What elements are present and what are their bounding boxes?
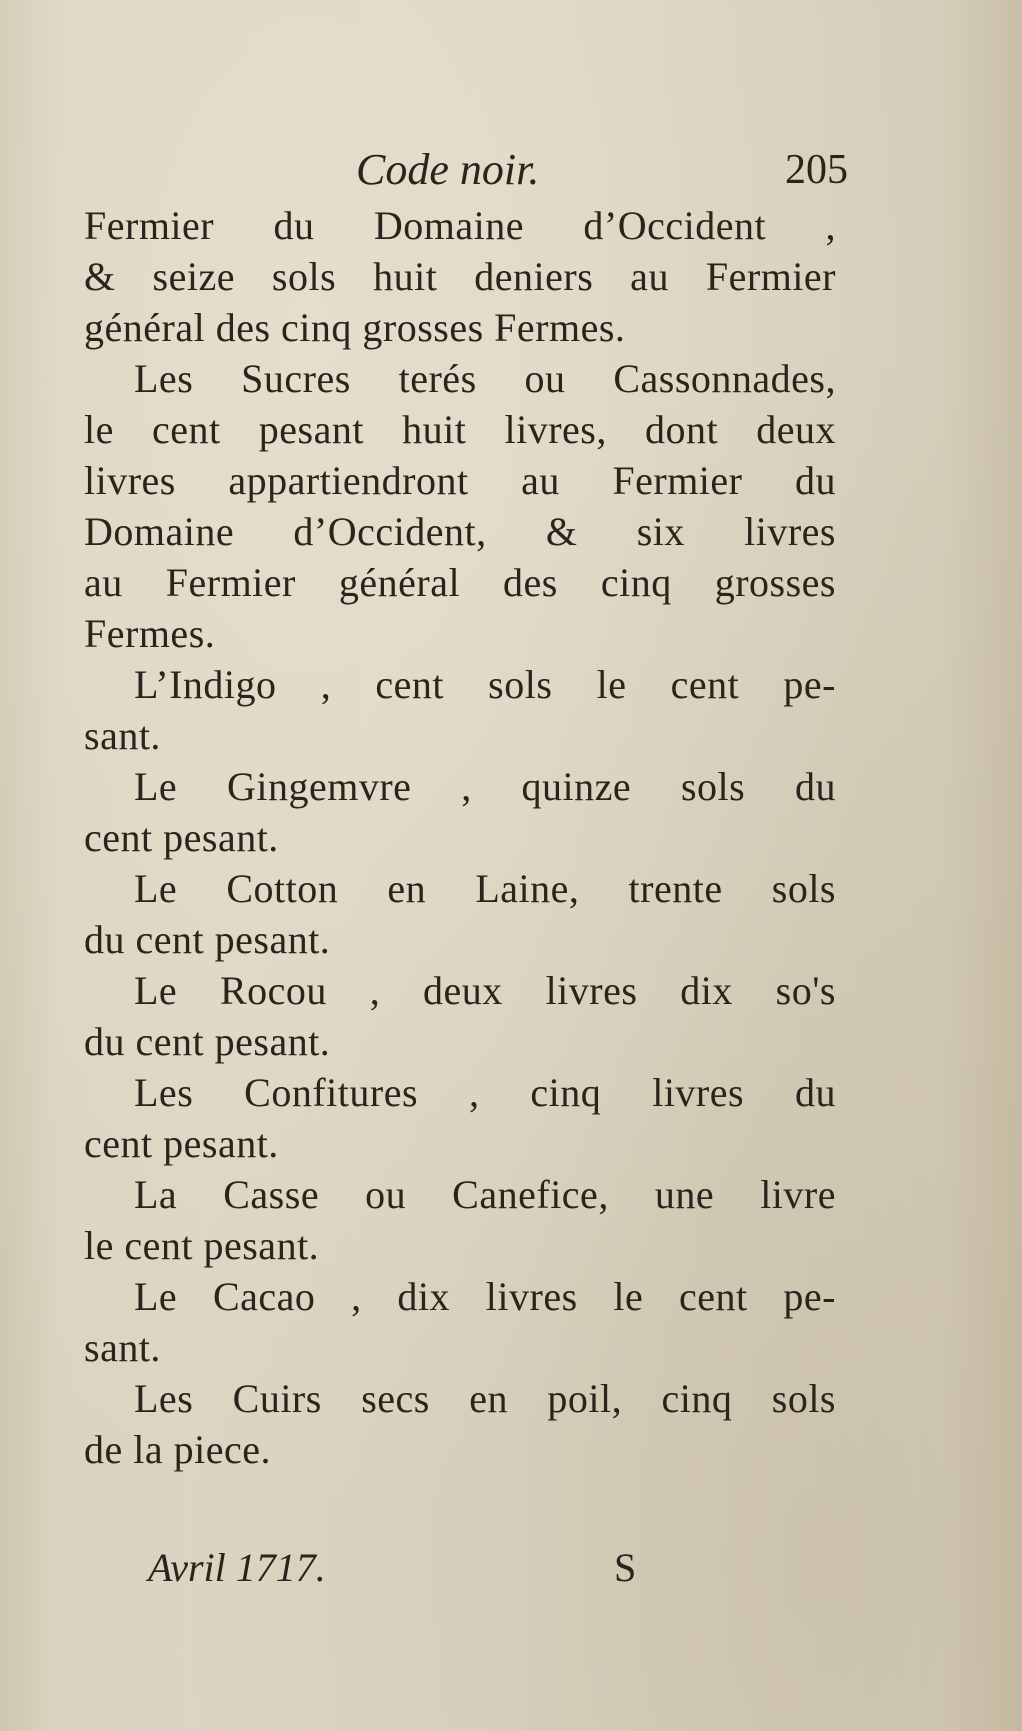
text-line: Le Cacao , dix livres le cent pe- (134, 1274, 836, 1319)
text-line: général des cinq grosses Fermes. (84, 305, 626, 350)
text-line: le cent pesant huit livres, dont deux (84, 407, 836, 452)
text-line: Le Cotton en Laine, trente sols (134, 866, 836, 911)
text-line: sant. (84, 713, 161, 758)
running-title: Code noir. (356, 145, 540, 194)
text-line: Domaine d’Occident, & six livres (84, 509, 836, 554)
text-line: le cent pesant. (84, 1223, 320, 1268)
text-line: Le Rocou , deux livres dix so's (134, 968, 836, 1013)
text-line: & seize sols huit deniers au Fermier (84, 254, 836, 299)
text-line: de la piece. (84, 1427, 271, 1472)
text-line: Les Confitures , cinq livres du (134, 1070, 836, 1115)
text-line: Fermier du Domaine d’Occident , (84, 203, 836, 248)
text-line: Les Cuirs secs en poil, cinq sols (134, 1376, 836, 1421)
page-footer (148, 1538, 668, 1598)
text-line: au Fermier général des cinq grosses (84, 560, 836, 605)
text-line: L’Indigo , cent sols le cent pe- (134, 662, 836, 707)
text-line: cent pesant. (84, 815, 279, 860)
footer-date: Avril 1717. (148, 1545, 326, 1590)
text-line: cent pesant. (84, 1121, 279, 1166)
text-line: Les Sucres terés ou Cassonnades, (134, 356, 836, 401)
text-line: livres appartiendront au Fermier du (84, 458, 836, 503)
text-line: du cent pesant. (84, 1019, 331, 1064)
signature-mark: S (614, 1545, 637, 1590)
text-line: sant. (84, 1325, 161, 1370)
page-number: 205 (785, 147, 848, 193)
page-header (88, 140, 848, 200)
text-line: La Casse ou Canefice, une livre (134, 1172, 836, 1217)
text-line: Fermes. (84, 611, 216, 656)
page-body (84, 200, 836, 1475)
text-line: du cent pesant. (84, 917, 331, 962)
text-line: Le Gingemvre , quinze sols du (134, 764, 836, 809)
